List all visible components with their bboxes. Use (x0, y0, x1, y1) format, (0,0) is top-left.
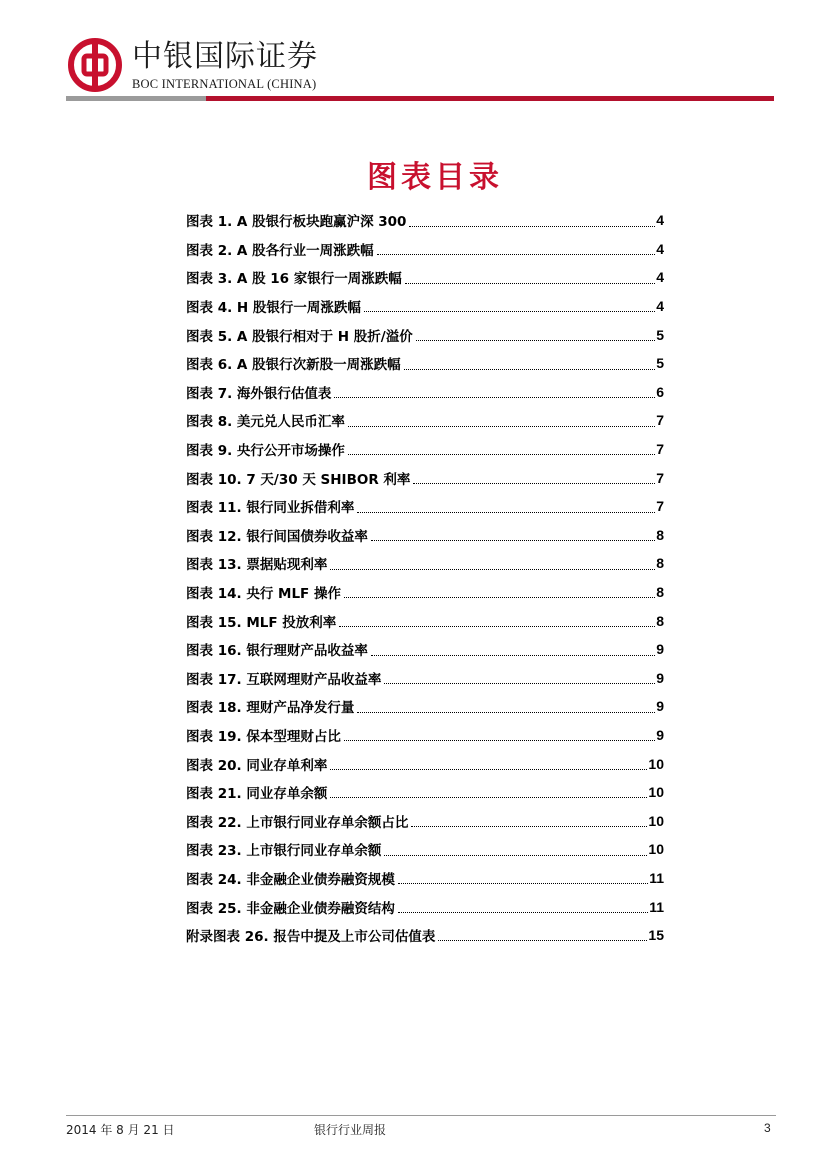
toc-entry-page: 4 (656, 269, 664, 286)
toc-entry-label: 附录图表 26. 报告中提及上市公司估值表 (186, 929, 436, 946)
toc-entry[interactable] (186, 320, 664, 349)
brand-name-en: BOC INTERNATIONAL (CHINA) (132, 77, 317, 91)
toc-entry-label: 图表 15. MLF 投放利率 (186, 614, 337, 631)
toc-entry-label: 图表 22. 上市银行同业存单余额占比 (186, 814, 409, 831)
toc-entry[interactable] (186, 578, 664, 607)
toc-dot-leader (334, 397, 655, 398)
toc-dot-leader (357, 512, 655, 513)
toc-entry-label: 图表 5. A 股银行相对于 H 股折/溢价 (186, 328, 413, 345)
toc-entry-page: 10 (648, 755, 664, 772)
boc-logo-icon (68, 38, 122, 92)
toc-entry[interactable] (186, 692, 664, 721)
toc-entry[interactable] (186, 549, 664, 578)
toc-entry[interactable] (186, 378, 664, 407)
toc-entry-label: 图表 8. 美元兑人民币汇率 (186, 414, 345, 431)
toc-entry-label: 图表 23. 上市银行同业存单余额 (186, 843, 382, 860)
toc-entry-page: 9 (656, 669, 664, 686)
toc-entry-page: 4 (656, 298, 664, 315)
toc-title: 图表目录 (367, 160, 503, 195)
toc-dot-leader (371, 655, 655, 656)
toc-entry-page: 9 (656, 698, 664, 715)
toc-dot-leader (416, 340, 656, 341)
toc-entry-label: 图表 16. 银行理财产品收益率 (186, 643, 368, 660)
toc-entry[interactable] (186, 721, 664, 750)
toc-entry-page: 4 (656, 240, 664, 257)
toc-dot-leader (364, 311, 655, 312)
toc-entry-label: 图表 18. 理财产品净发行量 (186, 700, 355, 717)
footer-report-name: 银行行业周报 (314, 1123, 387, 1137)
toc-entry-label: 图表 3. A 股 16 家银行一周涨跌幅 (186, 271, 402, 288)
toc-dot-leader (339, 626, 655, 627)
toc-entry[interactable] (186, 235, 664, 264)
toc-dot-leader (398, 883, 648, 884)
toc-entry-page: 7 (656, 441, 664, 458)
brand-text (132, 38, 318, 92)
toc-entry[interactable] (186, 892, 664, 921)
toc-entry-page: 7 (656, 412, 664, 429)
toc-entry[interactable] (186, 521, 664, 550)
footer-rule (66, 1115, 776, 1116)
toc-entry-label: 图表 1. A 股银行板块跑赢沪深 300 (186, 214, 407, 231)
header-rule-grey (66, 96, 206, 101)
toc-dot-leader (377, 254, 656, 255)
toc-entry-label: 图表 17. 互联网理财产品收益率 (186, 671, 382, 688)
toc-entry-label: 图表 20. 同业存单利率 (186, 757, 328, 774)
toc-entry-page: 7 (656, 469, 664, 486)
toc-entry[interactable] (186, 463, 664, 492)
toc-dot-leader (411, 826, 647, 827)
toc-entry[interactable] (186, 492, 664, 521)
toc-entry[interactable] (186, 263, 664, 292)
toc-dot-leader (405, 283, 655, 284)
toc-entry-label: 图表 24. 非金融企业债券融资规模 (186, 871, 395, 888)
toc-entry-label: 图表 7. 海外银行估值表 (186, 385, 332, 402)
toc-dot-leader (384, 683, 655, 684)
toc-entry[interactable] (186, 349, 664, 378)
toc-dot-leader (384, 855, 647, 856)
toc-entry-page: 9 (656, 726, 664, 743)
toc-entry[interactable] (186, 806, 664, 835)
toc-dot-leader (357, 712, 655, 713)
toc-dot-leader (398, 912, 648, 913)
toc-entry[interactable] (186, 635, 664, 664)
toc-entry-page: 8 (656, 526, 664, 543)
toc-entry-page: 10 (648, 812, 664, 829)
toc-entry[interactable] (186, 435, 664, 464)
brand-header (68, 38, 318, 94)
brand-name-cn: 中银国际证券 (132, 39, 318, 74)
toc-entry-page: 15 (648, 927, 664, 944)
toc-entry-page: 8 (656, 584, 664, 601)
toc-entry[interactable] (186, 749, 664, 778)
toc-dot-leader (438, 940, 647, 941)
toc-entry-label: 图表 13. 票据贴现利率 (186, 557, 328, 574)
toc-list (186, 206, 664, 949)
toc-entry-label: 图表 11. 银行同业拆借利率 (186, 500, 355, 517)
toc-entry-page: 11 (649, 869, 664, 886)
toc-entry-page: 7 (656, 498, 664, 515)
toc-entry[interactable] (186, 864, 664, 893)
toc-entry[interactable] (186, 921, 664, 950)
toc-entry[interactable] (186, 606, 664, 635)
toc-entry-page: 9 (656, 641, 664, 658)
toc-entry[interactable] (186, 206, 664, 235)
header-rule-red (206, 96, 774, 101)
toc-dot-leader (344, 740, 655, 741)
toc-entry-page: 10 (648, 841, 664, 858)
toc-entry-page: 5 (656, 326, 664, 343)
toc-dot-leader (413, 483, 655, 484)
footer-page-number: 3 (764, 1121, 771, 1135)
toc-dot-leader (330, 797, 647, 798)
footer-date: 2014 年 8 月 21 日 (66, 1123, 175, 1137)
toc-entry-label: 图表 6. A 股银行次新股一周涨跌幅 (186, 357, 401, 374)
toc-dot-leader (409, 226, 655, 227)
toc-entry-label: 图表 4. H 股银行一周涨跌幅 (186, 300, 361, 317)
toc-entry-page: 11 (649, 898, 664, 915)
toc-entry[interactable] (186, 292, 664, 321)
toc-entry-label: 图表 9. 央行公开市场操作 (186, 443, 345, 460)
toc-entry-label: 图表 2. A 股各行业一周涨跌幅 (186, 242, 374, 259)
toc-entry-label: 图表 25. 非金融企业债券融资结构 (186, 900, 395, 917)
toc-entry-page: 4 (656, 212, 664, 229)
toc-entry-page: 10 (648, 784, 664, 801)
toc-dot-leader (330, 569, 655, 570)
toc-entry[interactable] (186, 406, 664, 435)
toc-entry-label: 图表 12. 银行间国债券收益率 (186, 528, 368, 545)
toc-entry-page: 8 (656, 555, 664, 572)
toc-entry-label: 图表 19. 保本型理财占比 (186, 728, 341, 745)
toc-dot-leader (344, 597, 655, 598)
toc-dot-leader (404, 369, 656, 370)
toc-dot-leader (348, 454, 655, 455)
toc-entry-page: 5 (656, 355, 664, 372)
toc-entry[interactable] (186, 835, 664, 864)
toc-entry-label: 图表 14. 央行 MLF 操作 (186, 586, 341, 603)
toc-entry[interactable] (186, 664, 664, 693)
toc-dot-leader (371, 540, 655, 541)
toc-entry[interactable] (186, 778, 664, 807)
toc-dot-leader (330, 769, 647, 770)
toc-dot-leader (348, 426, 655, 427)
toc-entry-label: 图表 21. 同业存单余额 (186, 786, 328, 803)
toc-entry-page: 6 (656, 383, 664, 400)
toc-entry-label: 图表 10. 7 天/30 天 SHIBOR 利率 (186, 471, 411, 488)
toc-entry-page: 8 (656, 612, 664, 629)
